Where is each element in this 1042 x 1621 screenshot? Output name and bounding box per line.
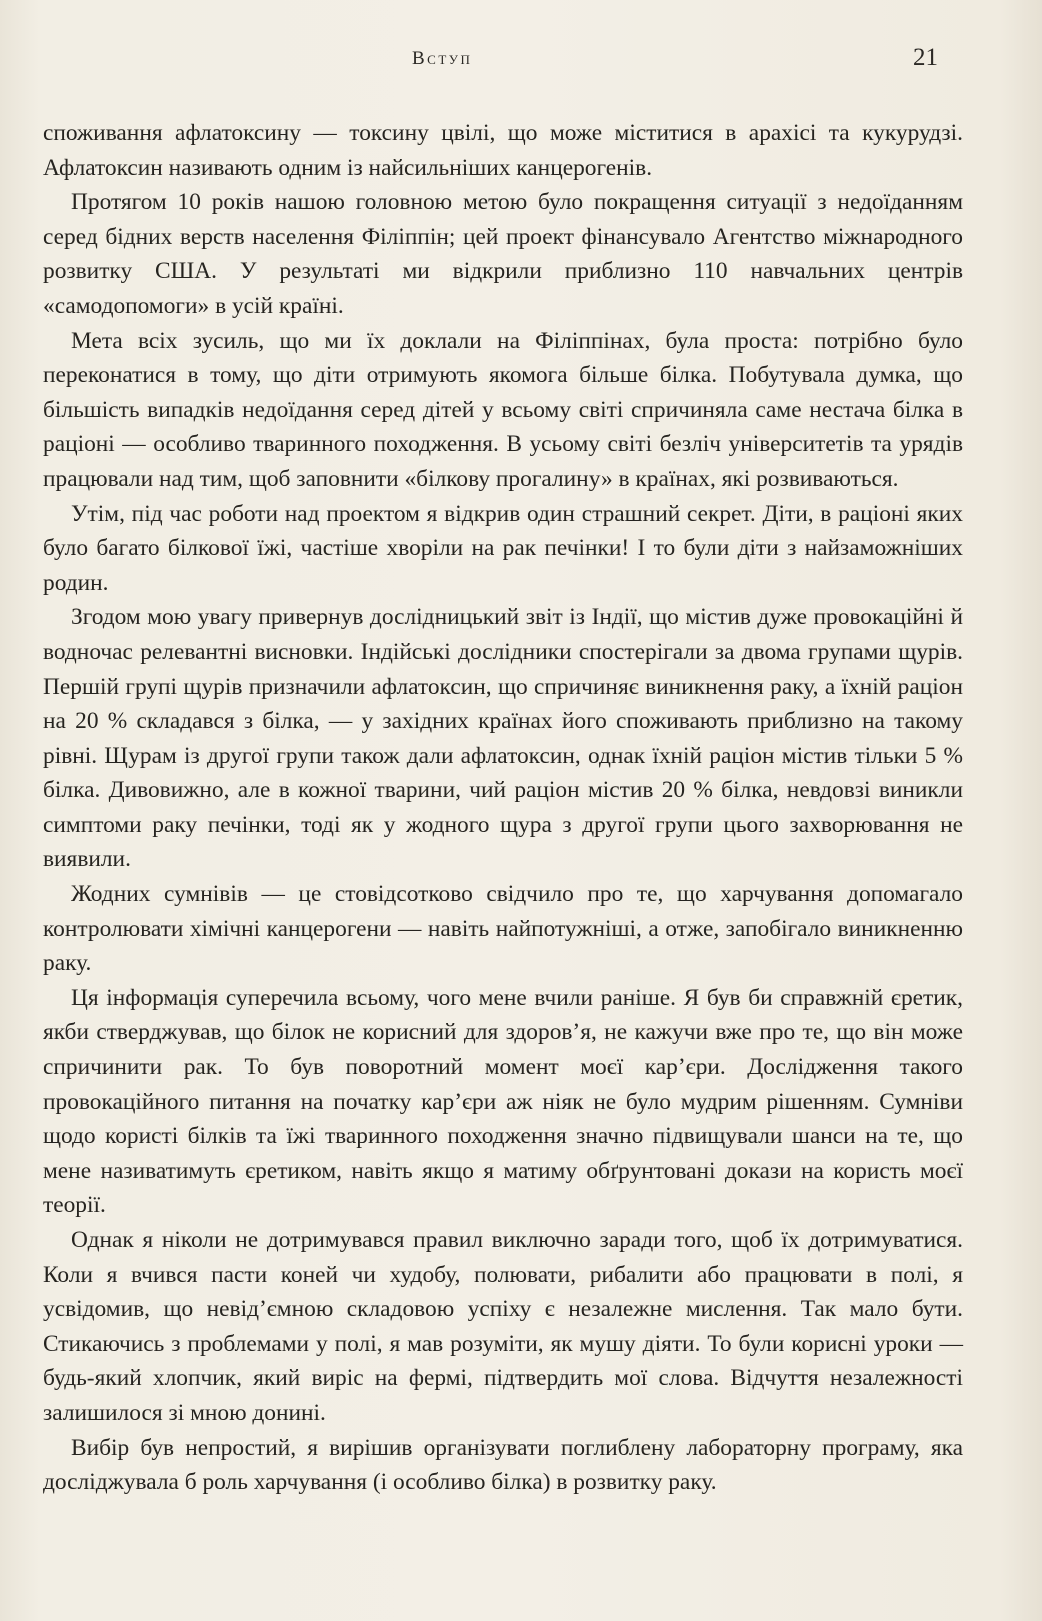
paragraph: Утім, під час роботи над проектом я відкрив один страшний секрет. Діти, в раціоні яких було багато білкової їжі, частіше хворіли на рак печінки! І то були діти з найзаможніших родин. bbox=[43, 500, 963, 596]
paragraph: Згодом мою увагу привернув дослідницький звіт із Індії, що містив дуже провокаційні й водночас релевантні висновки. Індійські дослідники спостерігали за двома групами щурів. Першій групі щурів призначили афлатоксин, що спричиняє виникнення раку, а їхній раціон на 20 % складався з білка, — у західних країнах його споживають приблизно на такому рівні. Щурам із другої групи також дали афлатоксин, однак їхній раціон містив тільки 5 % білка. Дивовижно, але в кожної тварини, чий раціон містив 20 % білка, невдовзі виникли симптоми раку печінки, тоді як у жодного щура з другої групи цього захворювання не виявили. bbox=[43, 604, 963, 873]
body-text bbox=[43, 116, 963, 1500]
section-title: Вступ bbox=[412, 48, 473, 69]
paragraph: Жодних сумнівів — це стовідсотково свідчило про те, що харчування допомагало контролювати хімічні канцерогени — навіть найпотужніші, а отже, запобігало виникненню раку. bbox=[43, 881, 963, 977]
page-number: 21 bbox=[913, 44, 938, 71]
paragraph: Протягом 10 років нашою головною метою було покращення ситуації з недоїданням серед бідних верств населення Філіппін; цей проект фінансувало Агентство міжнародного розвитку США. У результаті ми відкрили приблизно 110 навчальних центрів «самодопомоги» в усій країні. bbox=[43, 189, 963, 319]
paragraph: Ця інформація суперечила всьому, чого мене вчили раніше. Я був би справжній єретик, якби стверджував, що білок не корисний для здоров’я, не кажучи вже про те, що він може спричинити рак. То був поворотний момент моєї кар’єри. Дослідження такого провокаційного питання на початку кар’єри аж ніяк не було мудрим рішенням. Сумніви щодо користі білків та їжі тваринного походження значно підвищували шанси на те, що мене називатимуть єретиком, навіть якщо я матиму обґрунтовані докази на користь моєї теорії. bbox=[43, 984, 963, 1219]
paragraph: Мета всіх зусиль, що ми їх доклали на Філіппінах, була проста: потрібно було переконатися в тому, що діти отримують якомога більше білка. Побутувала думка, що більшість випадків недоїдання серед дітей у всьому світі спричиняла саме нестача білка в раціоні — особливо тваринного походження. В усьому світі безліч університетів та урядів працювали над тим, щоб заповнити «білкову прогалину» в країнах, які розвиваються. bbox=[43, 327, 963, 492]
paragraph: споживання афлатоксину — токсину цвілі, що може міститися в арахісі та кукурудзі. Афлатоксин називають одним із найсильніших канцерогенів. bbox=[43, 120, 963, 181]
paragraph: Вибір був непростий, я вирішив організувати поглиблену лабораторну програму, яка досліджувала б роль харчування (і особливо білка) в розвитку раку. bbox=[43, 1434, 963, 1496]
running-head bbox=[0, 44, 1042, 74]
paragraph: Однак я ніколи не дотримувався правил виключно заради того, щоб їх дотримуватися. Коли я вчився пасти коней чи худобу, полювати, рибалити або працювати в полі, я усвідомив, що невід’ємною складовою успіху є незалежне мислення. Так мало бути. Стикаючись з проблемами у полі, я мав розуміти, як мушу діяти. То були корисні уроки — будь-який хлопчик, який виріс на фермі, підтвердить мої слова. Відчуття незалежності залишилося зі мною донині. bbox=[43, 1227, 963, 1426]
